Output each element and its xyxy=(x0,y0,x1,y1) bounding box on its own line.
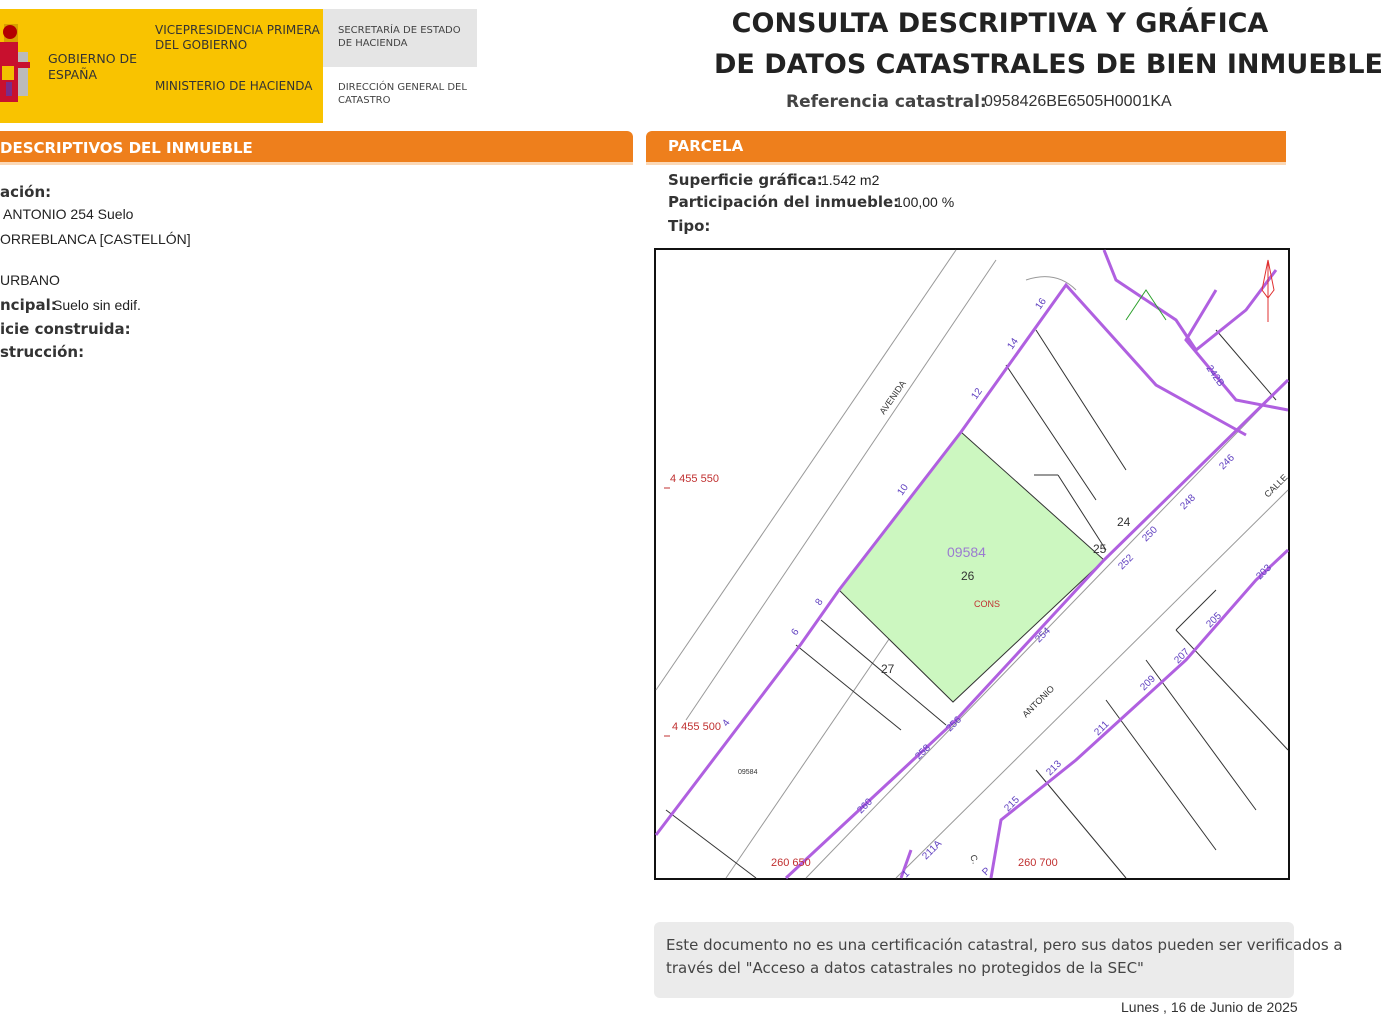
coord-label-y2: 4 455 500 xyxy=(672,721,721,733)
house-number: 8 xyxy=(813,596,826,608)
section-title: PARCELA xyxy=(668,137,744,155)
house-number: 260 xyxy=(855,796,875,817)
house-number: 12 xyxy=(969,386,985,402)
superficie-construida-label: icie construida: xyxy=(0,320,131,338)
superficie-grafica-value: 1.542 m2 xyxy=(821,172,880,188)
ref-catastral-value: 0958426BE6505H0001KA xyxy=(984,93,1172,110)
lot-line xyxy=(666,810,756,878)
street-name-avenida: AVENIDA xyxy=(877,378,908,417)
document-title-line1: CONSULTA DESCRIPTIVA Y GRÁFICA xyxy=(731,8,1269,39)
house-number: 211A xyxy=(920,838,945,863)
house-number: 248 xyxy=(1178,492,1198,513)
house-number: 258 xyxy=(913,742,933,763)
participacion-label: Participación del inmueble: xyxy=(668,193,900,211)
house-number: 1 xyxy=(900,868,913,881)
lot-line xyxy=(1006,365,1096,500)
house-number: 14 xyxy=(1005,336,1021,352)
divider xyxy=(646,162,1286,165)
lot-line xyxy=(1216,330,1276,400)
document-title-line2: DE DATOS CATASTRALES DE BIEN INMUEBLE xyxy=(714,49,1383,80)
anio-construccion-label: strucción: xyxy=(0,343,85,361)
direccion-text: DIRECCIÓN GENERAL DEL CATASTRO xyxy=(338,82,467,106)
street-name-antonio: ANTONIO xyxy=(1020,683,1057,720)
disclaimer-line2: través del "Acceso a datos catastrales no protegidos de la SEC" xyxy=(666,958,1144,977)
street-name-cl: C. xyxy=(968,853,981,866)
coord-label-x2: 260 700 xyxy=(1018,857,1058,869)
clase-value: URBANO xyxy=(0,272,60,288)
house-number: 205 xyxy=(1204,610,1224,631)
house-number: 211 xyxy=(1092,719,1112,739)
localizacion-line2: ORREBLANCA [CASTELLÓN] xyxy=(0,231,191,247)
lot-label-25: 25 xyxy=(1093,542,1107,556)
localizacion-line1: ANTONIO 254 Suelo xyxy=(3,206,134,222)
cadastral-map[interactable] xyxy=(654,248,1290,880)
house-number: 10 xyxy=(895,482,911,498)
section-header-descriptivos xyxy=(0,131,633,162)
uso-value: Suelo sin edif. xyxy=(53,297,141,313)
green-feature xyxy=(1126,290,1166,320)
section-title: DESCRIPTIVOS DEL INMUEBLE xyxy=(0,139,253,157)
lot-label-24: 24 xyxy=(1117,515,1131,529)
house-number: 256 xyxy=(944,714,964,735)
superficie-grafica-label: Superficie gráfica: xyxy=(668,171,823,189)
ref-catastral-label: Referencia catastral: xyxy=(786,92,987,112)
lot-label-27: 27 xyxy=(881,662,895,676)
house-number: 242B xyxy=(1203,363,1226,389)
house-number: 203 xyxy=(1254,562,1274,583)
coord-label-x1: 260 650 xyxy=(771,857,811,869)
lot-line xyxy=(1106,700,1216,850)
section-header-parcela xyxy=(646,131,1286,162)
small-code-label: 09584 xyxy=(738,769,758,776)
house-number: 6 xyxy=(789,626,802,638)
divider xyxy=(0,162,633,165)
lot-line xyxy=(1036,330,1126,470)
uso-label: ncipal: xyxy=(0,296,57,314)
house-number: P xyxy=(980,865,993,879)
coat-of-arms-icon xyxy=(0,22,40,108)
house-number: 246 xyxy=(1217,452,1237,473)
parcel-number-label: 26 xyxy=(961,569,975,583)
tipo-label: Tipo: xyxy=(668,217,711,235)
coord-label-y1: 4 455 550 xyxy=(670,473,719,485)
house-number: 254 xyxy=(1033,625,1053,646)
house-number: 213 xyxy=(1044,758,1064,779)
participacion-value: 100,00 % xyxy=(895,194,955,210)
highlighted-parcel[interactable] xyxy=(839,432,1104,702)
house-number: 207 xyxy=(1172,646,1192,667)
document-date: Lunes , 16 de Junio de 2025 xyxy=(1121,999,1298,1015)
map-canvas xyxy=(656,250,1290,881)
disclaimer-box xyxy=(654,922,1343,998)
house-number: 4 xyxy=(720,717,733,729)
vicepresidencia-text: VICEPRESIDENCIA PRIMERA DEL GOBIERNO xyxy=(155,23,320,52)
lot-line xyxy=(796,645,901,730)
house-number: 16 xyxy=(1033,296,1049,312)
localizacion-label: ación: xyxy=(0,183,52,201)
lot-line xyxy=(1176,630,1288,750)
block-boundary xyxy=(1186,290,1288,410)
house-number: 209 xyxy=(1138,673,1158,694)
north-arrow-icon xyxy=(1262,260,1274,322)
secretaria-text: SECRETARÍA DE ESTADO DE HACIENDA xyxy=(338,25,461,49)
ministerio-text: MINISTERIO DE HACIENDA xyxy=(155,79,313,93)
house-number: 215 xyxy=(1002,794,1022,815)
disclaimer-line1: Este documento no es una certificación catastral, pero sus datos pueden ser verificados a xyxy=(666,936,1343,954)
parcel-code-label: 09584 xyxy=(947,544,986,560)
house-number: 252 xyxy=(1116,552,1136,573)
house-number: 250 xyxy=(1140,524,1160,545)
street-name-calle: CALLE xyxy=(1262,472,1290,500)
parcel-tag-label: CONS xyxy=(974,599,1001,609)
gobierno-text: GOBIERNO DE ESPAÑA xyxy=(48,51,138,82)
